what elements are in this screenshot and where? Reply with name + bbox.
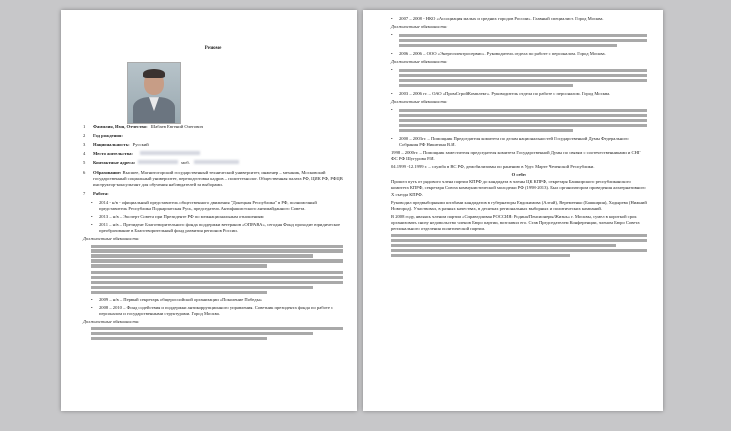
job-entry — [391, 16, 647, 22]
job-text: 2014 - н/в - официальный представитель общественного движения "Донецкая Республика" в РФ, полномочный представитель Республика Подкарпатская Русь, председатель Антифашистского антимайданного Совета. — [99, 199, 317, 212]
field-work — [83, 191, 343, 197]
job-text: 2006 – 2006 – ООО «Энергоэлектросервис». Руководитель отдела по работе с персоналом. Город Москва. — [399, 50, 606, 56]
field-residence — [83, 151, 343, 157]
duties-heading: Должностные обязанности: — [83, 236, 140, 242]
field-number: 1 — [83, 124, 86, 130]
job-text: 2008 – 2010 – Фонд содействия и поддержки антикоррупционного управления. Советник президента фонда по работе с персоналом и государственными структурами. Город Москва. — [99, 304, 334, 316]
job-entry — [391, 91, 647, 97]
field-label: Образование: — [93, 169, 122, 175]
section-heading-about: О себе: — [511, 172, 527, 178]
bullet-icon: • — [91, 304, 93, 310]
redacted-phone — [194, 160, 239, 164]
photo-hair-shape — [143, 69, 165, 78]
duties-heading: Должностные обязанности: — [391, 59, 448, 65]
illegible-text-block — [91, 271, 343, 294]
duties-entry — [391, 32, 647, 49]
document-page-right — [363, 10, 663, 411]
text-line: 04.1999 -12.1999 г. – служба в ВС РФ, демобилизован по ранению в Урус Марте Чеченской Республики. — [391, 164, 595, 170]
photo-spacer — [83, 62, 343, 106]
redacted-email — [138, 160, 178, 164]
bullet-icon: • — [391, 50, 393, 56]
illegible-text-block — [391, 234, 647, 257]
field-number: 5 — [83, 160, 86, 166]
field-number: 3 — [83, 142, 86, 148]
job-entry — [91, 200, 343, 212]
field-label: Контактные адреса: — [93, 160, 136, 166]
bullet-icon: • — [391, 32, 393, 38]
document-page-left — [61, 10, 357, 411]
illegible-text-block — [399, 32, 647, 49]
field-value: моб. — [181, 160, 190, 166]
page-title: Резюме — [204, 46, 222, 51]
bullet-icon: • — [391, 16, 393, 21]
field-birth-year — [83, 133, 343, 139]
duties-heading: Должностные обязанности: — [391, 24, 448, 30]
job-entry — [91, 214, 343, 220]
field-number: 7 — [83, 190, 86, 196]
bullet-icon: • — [391, 135, 393, 141]
illegible-text-block — [399, 107, 647, 134]
field-value: Русский — [132, 142, 149, 148]
duties-entry — [391, 107, 647, 134]
field-contacts — [83, 160, 343, 166]
field-number: 2 — [83, 133, 86, 139]
duties-heading: Должностные обязанности: — [391, 98, 448, 104]
job-text: 2003 – 2006 гг. – ОАО «ПромСтройКомплект». Руководитель отдела по работе с персоналом. Город Москва. — [399, 90, 611, 96]
bullet-icon: • — [91, 296, 93, 302]
job-entry — [91, 305, 343, 317]
field-label: Национальность: — [93, 142, 130, 148]
bullet-icon: • — [391, 107, 393, 113]
bullet-icon: • — [91, 214, 93, 220]
about-paragraph: Руководил предвыборными штабами кандидатов в губернаторы Евдокимова (Алтай), Веремеенко (Башкирия), Ходырева (Нижний Новгород). Участвовал, в разных качествах, в десятках региональных выборных и политических кампаний. — [391, 199, 647, 211]
job-entry — [391, 136, 647, 148]
job-text: 2009 – н/в – Первый секретарь общероссийской организации «Поколение Победы» — [99, 296, 262, 302]
field-nationality — [83, 142, 343, 148]
job-entry — [91, 222, 343, 234]
illegible-text-block — [91, 245, 343, 268]
job-text: 2013 – н/в – Эксперт Совета при Президенте РФ по межнациональным отношениям — [99, 214, 264, 220]
field-education — [83, 170, 343, 188]
duties-entry — [391, 67, 647, 89]
field-value — [93, 170, 343, 188]
field-label: Место жительства: — [93, 151, 133, 157]
field-label: Работа: — [93, 190, 109, 196]
field-name — [83, 124, 343, 130]
field-label: Год рождения: — [93, 133, 123, 139]
job-entry — [391, 51, 647, 57]
job-text: 2011 – н/в – Президент Благотворительного фонда поддержки ветеранов «ОПРАВА», сегодня Фонд проходит юридическое преобразование в Благотворительный фонд развития регионов России. — [99, 222, 341, 234]
bullet-icon: • — [391, 90, 393, 96]
duties-heading: Должностные обязанности: — [83, 319, 140, 325]
bullet-icon: • — [91, 222, 93, 228]
text-line: 1998 – 2000гг. – Помощник заместителя председателя комитета Государственной Думы по связям с соотечественниками и СНГ ФС РФ Шугурова Р.И. — [391, 149, 641, 162]
bullet-icon: • — [91, 199, 93, 205]
field-value: Шабаев Евгений Олегович — [150, 124, 204, 130]
illegible-text-block — [91, 327, 343, 340]
job-text: 2007 – 2008 - НКО «Ассоциация малых и средних городов России». Главный специалист. Город Москва. — [399, 16, 604, 21]
job-text: 2000 – 2003гг. – Помощник Председателя комитета по делам национальностей Государственной Думы Федерального Собрания РФ Никитина В.И. — [399, 135, 629, 147]
bullet-icon: • — [391, 67, 393, 73]
education-text: Высшее, Магнитогорский государственный технический университет, инженер – механик, Московский государственный социальный университет, переподготовка кадров – политтехнолог. Общественная палата РФ, ЦИК РФ, РФЦВ инструктор-консультант для обучения наблюдателей за выборами. — [93, 169, 343, 187]
redacted-residence — [140, 151, 200, 155]
about-paragraph: Прошел путь от рядового члена партии КПРФ до кандидата в члены ЦК КПРФ, секретаря Башкирского республиканского комитета КПРФ, секретаря Союза коммунистической молодежи РФ (1998-2013). Был организатором проведения альтернативного X съезда КПРФ. — [391, 179, 646, 197]
job-entry — [91, 297, 343, 303]
about-paragraph: В 2008 году, являясь членом партии «Справедливая РОССИЯ: Родина/Пенсионеры/Жизнь» г. Москвы, сумел в короткой срок организовать снизу недовольство членов Бюро партии, возглавил его. Став Председателем Конференции, членом Бюро Совета регионального отделения политической партии. — [391, 213, 640, 231]
portrait-photo — [127, 62, 181, 124]
illegible-text-block — [399, 67, 647, 89]
field-number: 4 — [83, 151, 86, 157]
field-label: Фамилия, Имя, Отчество: — [93, 124, 148, 130]
field-number: 6 — [83, 169, 86, 175]
